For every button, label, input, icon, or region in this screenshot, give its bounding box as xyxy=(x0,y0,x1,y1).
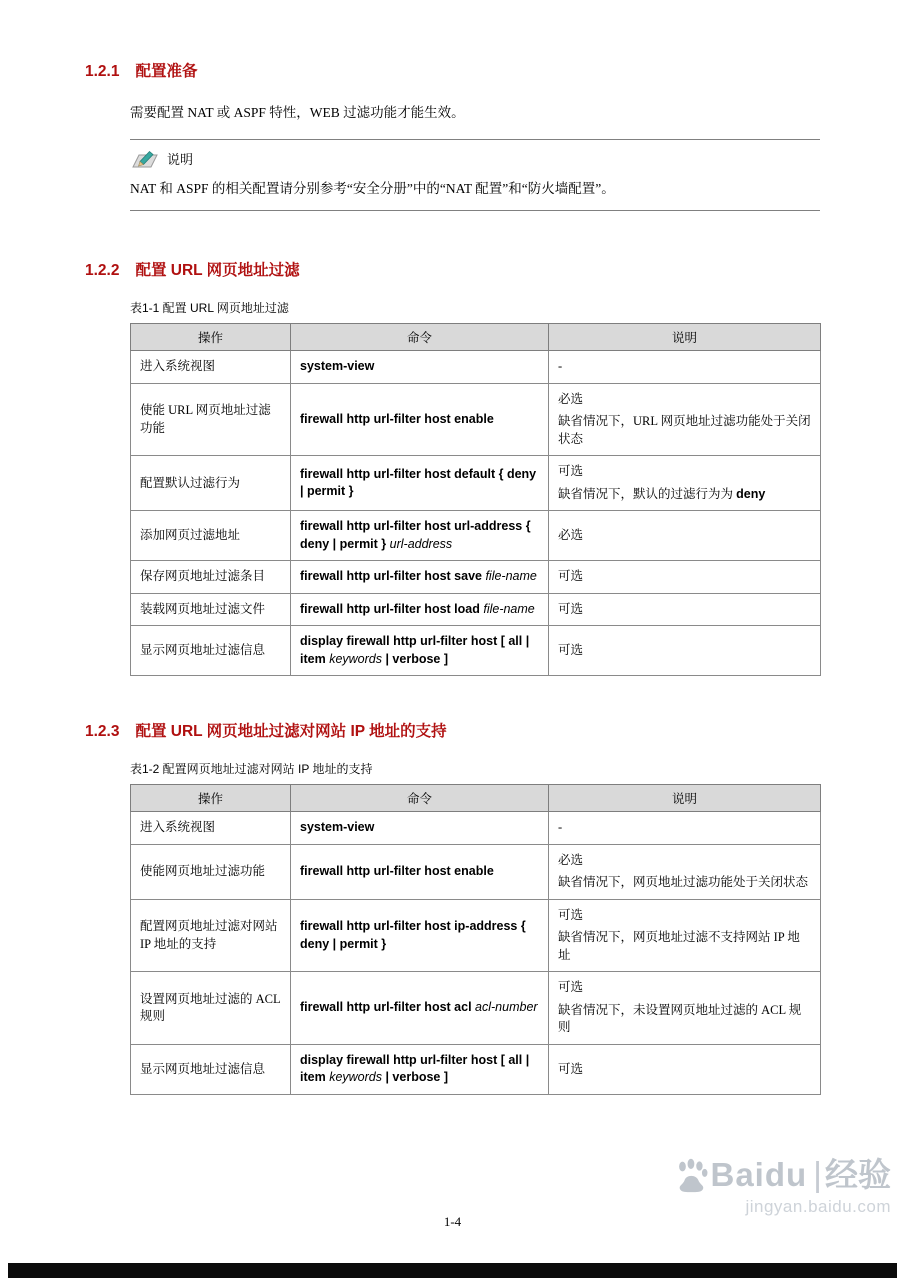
text-segment: 可选 xyxy=(558,907,584,922)
section-title: 配置 URL 网页地址过滤对网站 IP 地址的支持 xyxy=(135,723,447,741)
table-row xyxy=(131,812,821,845)
text-segment: firewall http url-filter host acl xyxy=(300,1000,476,1015)
description-cell xyxy=(549,812,821,845)
text-segment: file-name xyxy=(483,601,535,616)
text-segment: firewall http url-filter host save xyxy=(300,569,486,584)
command-cell xyxy=(291,383,549,456)
description-paragraph xyxy=(558,852,811,870)
description-paragraph xyxy=(558,907,811,925)
text-segment: - xyxy=(558,820,563,835)
command-cell xyxy=(291,899,549,972)
text-segment: | verbose ] xyxy=(381,1070,449,1085)
table-row xyxy=(131,899,821,972)
command-cell xyxy=(291,1044,549,1094)
operation-cell: 进入系统视图 xyxy=(131,812,291,845)
operation-cell: 进入系统视图 xyxy=(131,351,291,384)
text-segment: 可选 xyxy=(558,569,584,584)
text-segment: firewall http url-filter host default { deny | permit } xyxy=(300,466,537,499)
description-paragraph xyxy=(558,486,811,504)
description-paragraph xyxy=(558,1002,811,1037)
description-paragraph xyxy=(558,413,811,448)
text-segment: firewall http url-filter host enable xyxy=(300,864,494,879)
text-segment: display firewall http url-filter host [ all | item xyxy=(300,634,530,666)
column-header: 命令 xyxy=(291,324,549,351)
text-segment: 必选 xyxy=(558,528,584,543)
description-cell xyxy=(549,844,821,899)
note-pencil-icon xyxy=(130,148,160,170)
text-segment: file-name xyxy=(485,569,537,584)
description-cell xyxy=(549,511,821,561)
body-paragraph: 需要配置 NAT 或 ASPF 特性，WEB 过滤功能才能生效。 xyxy=(130,105,465,120)
command-cell xyxy=(291,511,549,561)
description-paragraph xyxy=(558,463,811,481)
column-header: 说明 xyxy=(549,324,821,351)
note-header xyxy=(130,148,820,170)
text-segment: url-address xyxy=(389,536,453,551)
description-paragraph xyxy=(558,391,811,409)
text-segment: display firewall http url-filter host [ all | item xyxy=(300,1052,530,1085)
text-segment: | verbose ] xyxy=(381,651,449,666)
command-cell xyxy=(291,561,549,594)
watermark-logo-row xyxy=(674,1156,891,1194)
table-row xyxy=(131,561,821,594)
column-header: 操作 xyxy=(131,785,291,812)
baidu-paw-icon xyxy=(674,1157,710,1193)
table-row xyxy=(131,456,821,511)
text-segment: system-view xyxy=(300,820,375,835)
description-paragraph xyxy=(558,601,811,619)
text-segment: acl-number xyxy=(475,1000,538,1015)
command-cell xyxy=(291,593,549,626)
operation-cell: 保存网页地址过滤条目 xyxy=(131,561,291,594)
command-cell xyxy=(291,456,549,511)
note-box xyxy=(130,139,820,212)
operation-cell: 使能 URL 网页地址过滤功能 xyxy=(131,383,291,456)
table-row xyxy=(131,626,821,676)
text-segment: firewall http url-filter host ip-address { deny | permit } xyxy=(300,919,526,951)
section-heading-1-2-2 xyxy=(85,261,905,281)
operation-cell: 设置网页地址过滤的 ACL 规则 xyxy=(131,972,291,1045)
command-cell xyxy=(291,626,549,676)
baidu-jingyan-watermark xyxy=(674,1156,891,1217)
text-segment: 缺省情况下，默认的过滤行为为 xyxy=(558,486,737,501)
section-title: 配置 URL 网页地址过滤 xyxy=(135,262,300,280)
operation-cell: 显示网页地址过滤信息 xyxy=(131,1044,291,1094)
description-cell xyxy=(549,383,821,456)
operation-cell: 配置网页地址过滤对网站 IP 地址的支持 xyxy=(131,899,291,972)
description-cell xyxy=(549,456,821,511)
text-segment: system-view xyxy=(300,359,375,374)
bottom-bar xyxy=(8,1263,897,1278)
operation-cell: 使能网页地址过滤功能 xyxy=(131,844,291,899)
section-number: 1.2.2 xyxy=(85,262,120,280)
description-paragraph xyxy=(558,929,811,964)
text-segment: 缺省情况下，网页地址过滤不支持网站 IP 地址 xyxy=(558,930,800,962)
text-segment: keywords xyxy=(329,651,382,666)
table-caption-1-2: 表1-2 配置网页地址过滤对网站 IP 地址的支持 xyxy=(130,762,373,777)
section-number: 1.2.3 xyxy=(85,723,120,741)
text-segment: firewall http url-filter host load xyxy=(300,601,484,616)
table-row xyxy=(131,972,821,1045)
watermark-brand: Baidu xyxy=(710,1156,808,1193)
description-cell xyxy=(549,593,821,626)
description-paragraph xyxy=(558,1061,811,1079)
page-number: 1-4 xyxy=(443,1214,462,1229)
table-header-row xyxy=(131,785,821,812)
description-cell xyxy=(549,561,821,594)
table-row xyxy=(131,844,821,899)
command-cell xyxy=(291,844,549,899)
note-text: NAT 和 ASPF 的相关配置请分别参考“安全分册”中的“NAT 配置”和“防火墙配置”。 xyxy=(130,180,615,196)
section-heading-1-2-1 xyxy=(85,62,905,82)
description-paragraph xyxy=(558,358,811,376)
column-header: 命令 xyxy=(291,785,549,812)
config-table-1-1 xyxy=(130,323,821,676)
section-heading-1-2-3 xyxy=(85,722,905,742)
text-segment: 可选 xyxy=(558,1061,584,1076)
description-paragraph xyxy=(558,527,811,545)
watermark-url: jingyan.baidu.com xyxy=(745,1197,891,1216)
text-segment: 可选 xyxy=(558,464,584,479)
text-segment: firewall http url-filter host enable xyxy=(300,411,494,426)
section-title: 配置准备 xyxy=(135,63,198,80)
watermark-brand-cn: 经验 xyxy=(825,1156,891,1193)
table-row xyxy=(131,1044,821,1094)
text-segment: 缺省情况下，网页地址过滤功能处于关闭状态 xyxy=(558,875,809,890)
text-segment: - xyxy=(558,359,563,374)
operation-cell: 装载网页地址过滤文件 xyxy=(131,593,291,626)
description-cell xyxy=(549,899,821,972)
config-table-1-2 xyxy=(130,784,821,1095)
text-segment: 可选 xyxy=(558,643,584,658)
operation-cell: 显示网页地址过滤信息 xyxy=(131,626,291,676)
table-caption-1-1: 表1-1 配置 URL 网页地址过滤 xyxy=(130,301,289,316)
command-cell xyxy=(291,972,549,1045)
table-row xyxy=(131,351,821,384)
description-paragraph xyxy=(558,979,811,997)
description-cell xyxy=(549,972,821,1045)
description-paragraph xyxy=(558,819,811,837)
operation-cell: 配置默认过滤行为 xyxy=(131,456,291,511)
command-cell xyxy=(291,351,549,384)
text-segment: 缺省情况下，URL 网页地址过滤功能处于关闭状态 xyxy=(558,414,811,446)
text-segment: 缺省情况下，未设置网页地址过滤的 ACL 规则 xyxy=(558,1002,802,1035)
operation-cell: 添加网页过滤地址 xyxy=(131,511,291,561)
text-segment: keywords xyxy=(329,1070,382,1085)
description-paragraph xyxy=(558,568,811,586)
table-header-row xyxy=(131,324,821,351)
description-paragraph xyxy=(558,874,811,892)
column-header: 说明 xyxy=(549,785,821,812)
text-segment: deny xyxy=(736,486,766,501)
watermark-divider: | xyxy=(813,1156,822,1194)
text-segment: 可选 xyxy=(558,601,584,616)
note-label: 说明 xyxy=(167,152,194,168)
description-cell xyxy=(549,351,821,384)
table-row xyxy=(131,383,821,456)
description-paragraph xyxy=(558,642,811,660)
description-cell xyxy=(549,1044,821,1094)
table-row xyxy=(131,511,821,561)
text-segment: firewall http url-filter host url-address { deny | permit } xyxy=(300,519,531,551)
column-header: 操作 xyxy=(131,324,291,351)
command-cell xyxy=(291,812,549,845)
description-cell xyxy=(549,626,821,676)
text-segment: 可选 xyxy=(558,980,584,995)
text-segment: 必选 xyxy=(558,852,584,867)
section-number: 1.2.1 xyxy=(85,63,120,80)
text-segment: 必选 xyxy=(558,391,584,406)
table-row xyxy=(131,593,821,626)
